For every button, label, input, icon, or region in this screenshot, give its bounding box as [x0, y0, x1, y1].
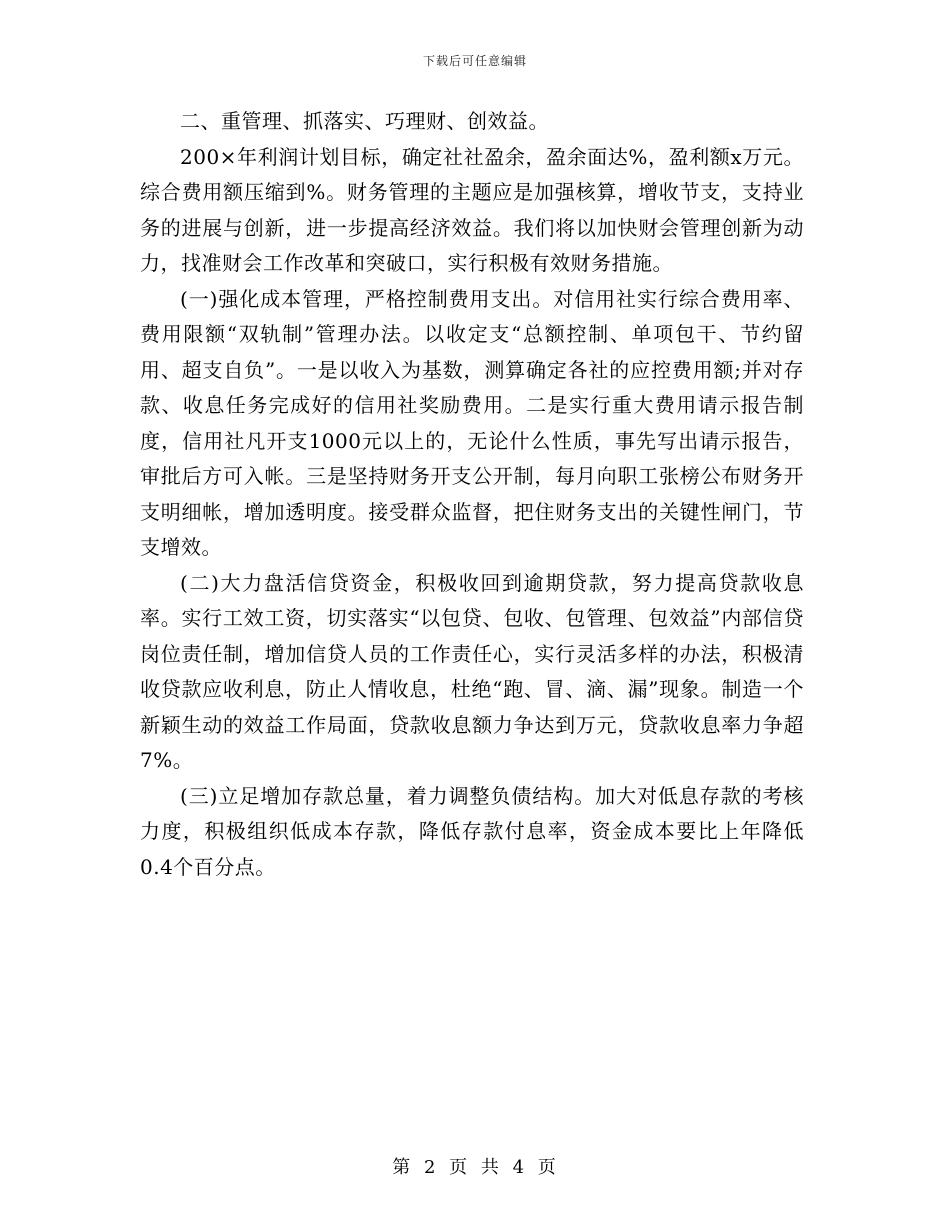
paragraph-deposits: (三)立足增加存款总量，着力调整负债结构。加大对低息存款的考核力度，积极组织低成本存款，降低存款付息率，资金成本要比上年降低0.4个百分点。	[140, 783, 804, 879]
section-heading: 二、重管理、抓落实、巧理财、创效益。	[180, 109, 549, 133]
paragraph-credit-funds: (二)大力盘活信贷资金，积极收回到逾期贷款，努力提高贷款收息率。实行工效工资，切实落实“以包贷、包收、包管理、包效益”内部信贷岗位责任制，增加信贷人员的工作责任心，实行灵活多样的办法，积极清收贷款应收利息，防止人情收息，杜绝“跑、冒、滴、漏”现象。制造一个新颖生动的效益工作局面，贷款收息额力争达到万元，贷款收息率力争超7%。	[140, 570, 804, 772]
paragraph-cost-management: (一)强化成本管理，严格控制费用支出。对信用社实行综合费用率、费用限额“双轨制”管理办法。以收定支“总额控制、单项包干、节约留用、超支自负”。一是以收入为基数，测算确定各社的应控费用额;并对存款、收息任务完成好的信用社奖励费用。二是实行重大费用请示报告制度，信用社凡开支1000元以上的，无论什么性质，事先写出请示报告，审批后方可入帐。三是坚持财务开支公开制，每月向职工张榜公布财务开支明细帐，增加透明度。接受群众监督，把住财务支出的关键性闸门，节支增效。	[140, 286, 804, 559]
header-note: 下载后可任意编辑	[422, 54, 527, 68]
page-label-mid-1: 页	[449, 1157, 470, 1178]
current-page-number: 2	[423, 1157, 438, 1178]
total-pages-number: 4	[512, 1157, 527, 1178]
document-body	[140, 104, 804, 885]
page-label-prefix: 第	[392, 1157, 413, 1178]
page-footer	[0, 1153, 950, 1179]
page-label-mid-2: 共	[480, 1157, 501, 1178]
paragraph-profit-plan: 200×年利润计划目标，确定社社盈余，盈余面达%，盈利额x万元。综合费用额压缩到%。财务管理的主题应是加强核算，增收节支，支持业务的进展与创新，进一步提高经济效益。我们将以加快财会管理创新为动力，找准财会工作改革和突破口，实行积极有效财务措施。	[140, 144, 804, 275]
page-label-suffix: 页	[537, 1157, 558, 1178]
